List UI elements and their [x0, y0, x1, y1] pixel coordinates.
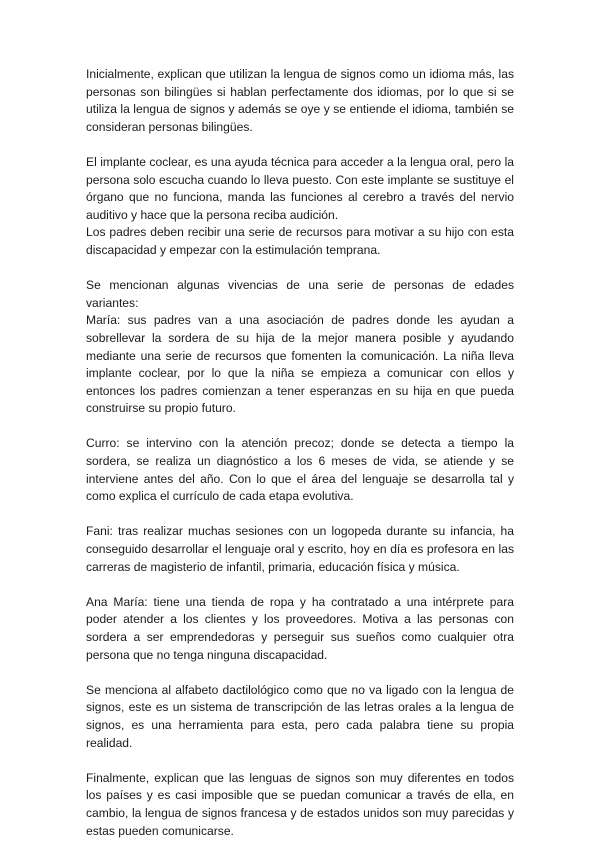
- paragraph-bilingual: Inicialmente, explican que utilizan la lengua de signos como un idioma más, las personas son bilingües si hablan perfectamente dos idiomas, por lo que si se utiliza la lengua de signos y además se oye y se entiende el idioma, también se consideran personas bilingües.: [86, 67, 514, 134]
- paragraph-cochlear-implant: El implante coclear, es una ayuda técnica para acceder a la lengua oral, pero la persona solo escucha cuando lo lleva puesto. Con este implante se sustituye el órgano que no funciona, manda las funciones al cerebro a través del nervio auditivo y hace que la persona reciba audición.: [86, 154, 514, 222]
- paragraph-ana-maria: Ana María: tiene una tienda de ropa y ha contratado a una intérprete para poder atender a los clientes y los proveedores. Motiva a las personas con sordera a ser emprendedoras y perseguir sus sueños como cualquier otra persona que no tenga ninguna discapacidad.: [86, 594, 514, 662]
- paragraph-fingerspelling: Se menciona al alfabeto dactilológico como que no va ligado con la lengua de signos, este es un sistema de transcripción de las letras orales a la lengua de signos, es una herramienta para esta, pero cada palabra tiene su propia realidad.: [86, 682, 514, 750]
- paragraph-curro: Curro: se intervino con la atención precoz; donde se detecta a tiempo la sordera, se realiza un diagnóstico a los 6 meses de vida, se atiende y se interviene antes del año. Con lo que el área del lenguaje se desarrolla tal y como explica el currículo de cada etapa evolutiva.: [86, 436, 514, 504]
- document-body: [86, 66, 514, 858]
- paragraph-parents-resources: Los padres deben recibir una serie de recursos para motivar a su hijo con esta discapacidad y empezar con la estimulación temprana.: [86, 225, 514, 257]
- paragraph-conclusion: Finalmente, explican que las lenguas de signos son muy diferentes en todos los países y es casi imposible que se puedan comunicar a través de ella, en cambio, la lengua de signos francesa y de estados unidos son muy parecidas y estas pueden comunicarse.: [86, 770, 514, 838]
- paragraph-maria: María: sus padres van a una asociación de padres donde les ayudan a sobrellevar la sordera de su hija de la mejor manera posible y ayudando mediante una serie de recursos que fomenten la comunicación. La niña lleva implante coclear, por lo que la niña se empieza a comunicar con ellos y entonces los padres comienzan a tener esperanzas en su hija en que pueda construirse su propio futuro.: [86, 313, 514, 416]
- paragraph-experiences-intro: Se mencionan algunas vivencias de una serie de personas de edades variantes:: [86, 278, 514, 310]
- paragraph-fani: Fani: tras realizar muchas sesiones con un logopeda durante su infancia, ha conseguido desarrollar el lenguaje oral y escrito, hoy en día es profesora en las carreras de magisterio de infantil, primaria, educación física y música.: [86, 524, 514, 574]
